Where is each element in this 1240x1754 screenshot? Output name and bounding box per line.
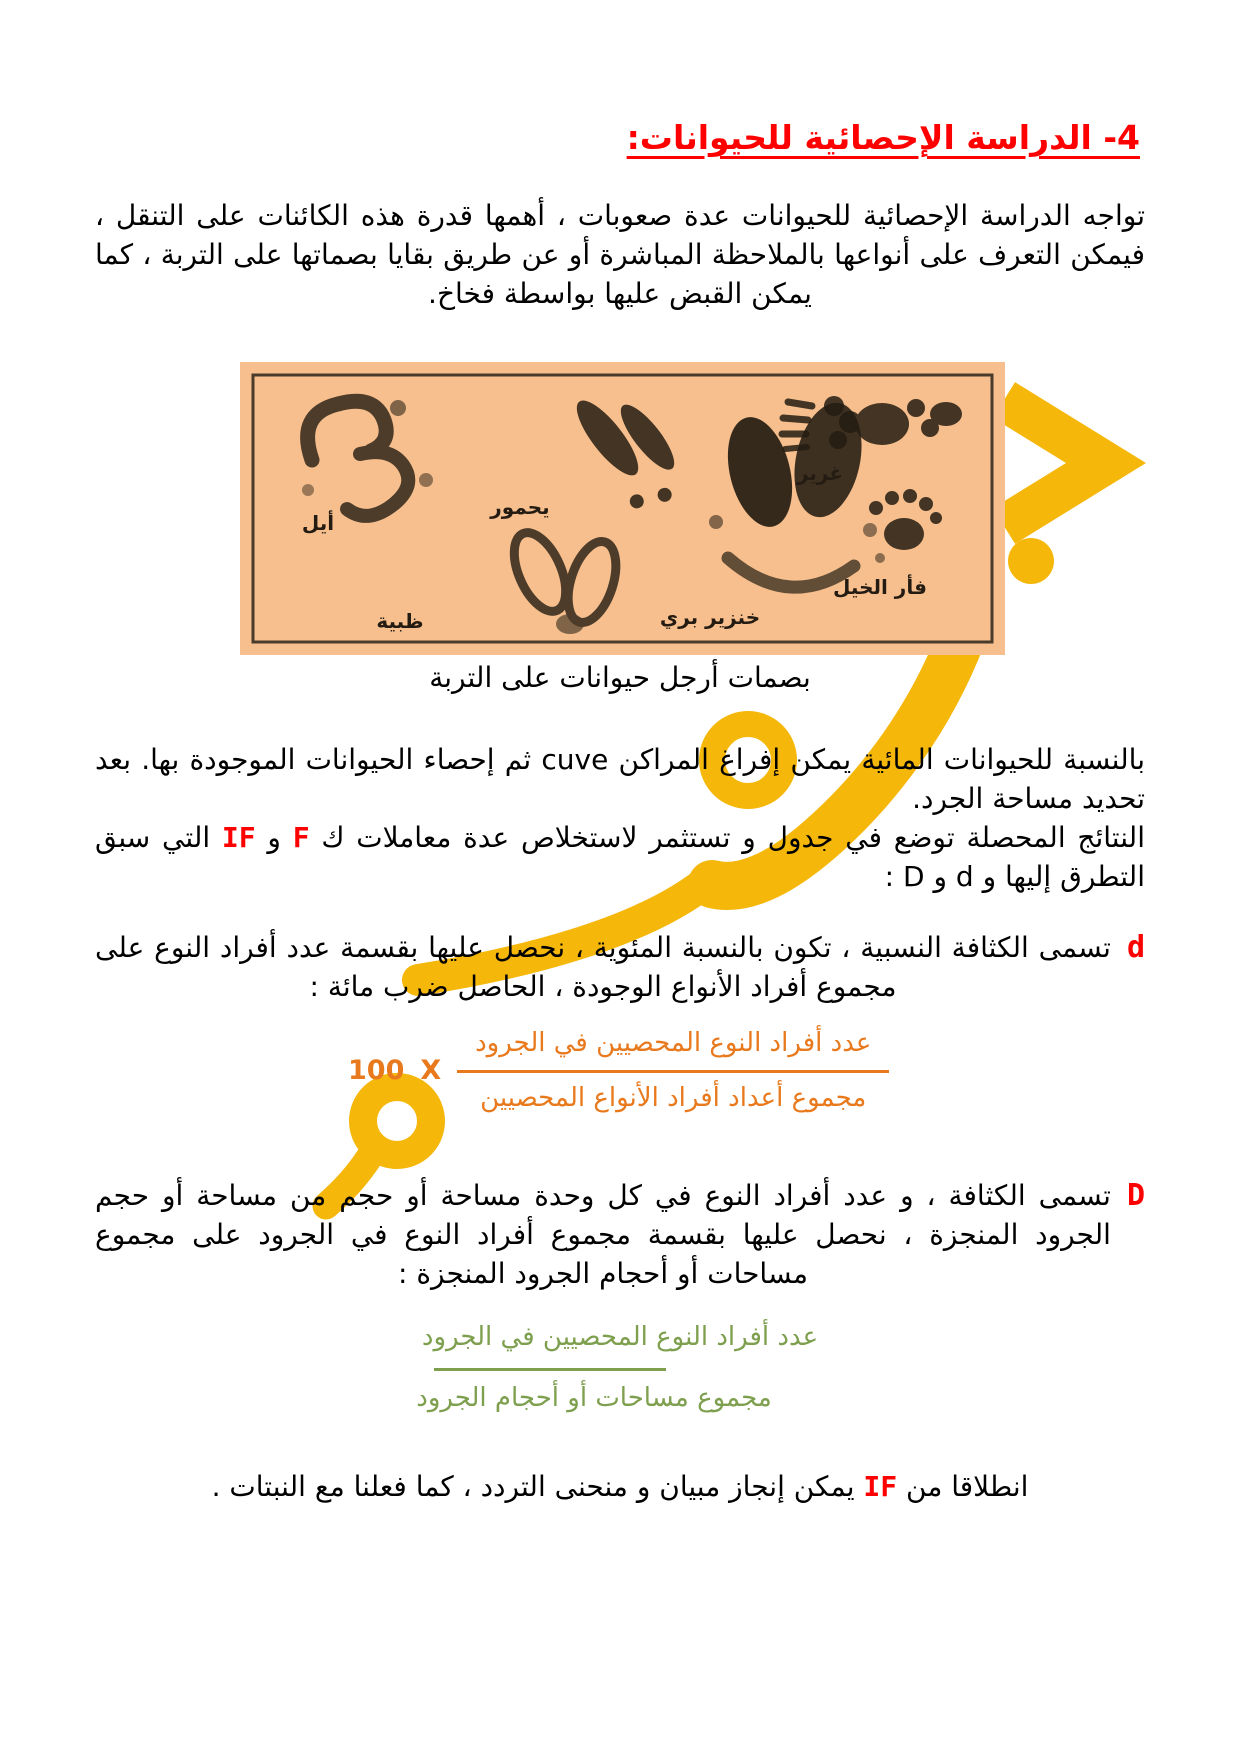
figure-label-gazelle: ظبية — [376, 609, 424, 633]
closing-text-post: يمكن إنجاز مبيان و منحنى التردد ، كما فعلنا مع النبتات . — [211, 1470, 864, 1503]
results-text-post: التي سبق التطرق إليها و d و D : — [95, 821, 1145, 893]
coefficient-if-closing: IF — [863, 1470, 898, 1503]
paragraph-results — [95, 818, 1145, 896]
footprint-rat — [869, 489, 942, 563]
definition-item-d — [95, 928, 1145, 1006]
fraction-relative-density — [457, 1026, 889, 1115]
figure-label-badger: غرير — [796, 461, 844, 485]
figure-label-rat: فأر الخيل — [833, 575, 927, 599]
figure-label-deer: أيل — [301, 511, 335, 535]
marker-D: D — [1126, 1178, 1145, 1213]
fraction-numerator: عدد أفراد النوع المحصيين في الجرود — [475, 1028, 872, 1058]
formula-relative-density — [348, 1026, 889, 1115]
figure-label-roedeer: يحمور — [490, 495, 550, 519]
fraction-bar — [457, 1070, 889, 1073]
figure-label-boar: خنزير بري — [659, 605, 761, 629]
footprints-figure — [240, 362, 1005, 655]
formula-density — [0, 1320, 1240, 1415]
results-text-mid: و — [255, 821, 293, 854]
footprint-gazelle — [504, 525, 625, 634]
watermark-dot — [1008, 538, 1054, 584]
closing-line — [0, 1470, 1240, 1503]
footprint-deer — [302, 400, 433, 516]
definition-text-d: تسمى الكثافة النسبية ، تكون بالنسبة المئوية ، نحصل عليها بقسمة عدد أفراد النوع على مجموع أفراد الأنواع الوجودة ، الحاصل ضرب مائة : — [95, 931, 1111, 1003]
results-text-pre: النتائج المحصلة توضع في جدول و تستثمر لاستخلاص عدة معاملات ك — [309, 821, 1145, 854]
formula-multiplier: 100 — [348, 1055, 405, 1086]
closing-text-pre: انطلاقا من — [897, 1470, 1029, 1503]
coefficient-f: F — [292, 821, 310, 854]
fraction-denominator: مجموع أعداد أفراد الأنواع المحصيين — [480, 1083, 867, 1113]
formula-times-sign: X — [420, 1055, 442, 1086]
fraction-denominator: مجموع مساحات أو أحجام الجرود — [416, 1383, 772, 1413]
definition-text-D: تسمى الكثافة ، و عدد أفراد النوع في كل وحدة مساحة أو حجم من مساحة أو حجم الجرود المنجزة ، نحصل عليها بقسمة مجموع أفراد النوع في الجرود على مجموع مساحات أو أحجام الجرود المنجزة : — [95, 1179, 1111, 1290]
footprint-roedeer — [561, 374, 696, 521]
marker-d: d — [1126, 930, 1145, 965]
watermark-chevron — [1004, 400, 1106, 526]
definition-item-D — [95, 1176, 1145, 1293]
paragraph-aquatic: بالنسبة للحيوانات المائية يمكن إفراغ المراكن cuve ثم إحصاء الحيوانات الموجودة بها. بعد تحديد مساحة الجرد. — [95, 743, 1145, 815]
fraction-numerator: عدد أفراد النوع المحصيين في الجرود — [421, 1322, 819, 1352]
paragraph-intro: تواجه الدراسة الإحصائية للحيوانات عدة صعوبات ، أهمها قدرة هذه الكائنات على التنقل ، فيمكن التعرف على أنواعها بالملاحظة المباشرة أو عن طريق بقايا بصماتها على التربة ، كما يمكن القبض عليها بواسطة فخاخ. — [95, 199, 1145, 310]
coefficient-if: IF — [221, 821, 256, 854]
page-title: 4- الدراسة الإحصائية للحيوانات: — [626, 118, 1140, 157]
fraction-bar — [434, 1368, 666, 1371]
figure-caption: بصمات أرجل حيوانات على التربة — [429, 661, 811, 694]
